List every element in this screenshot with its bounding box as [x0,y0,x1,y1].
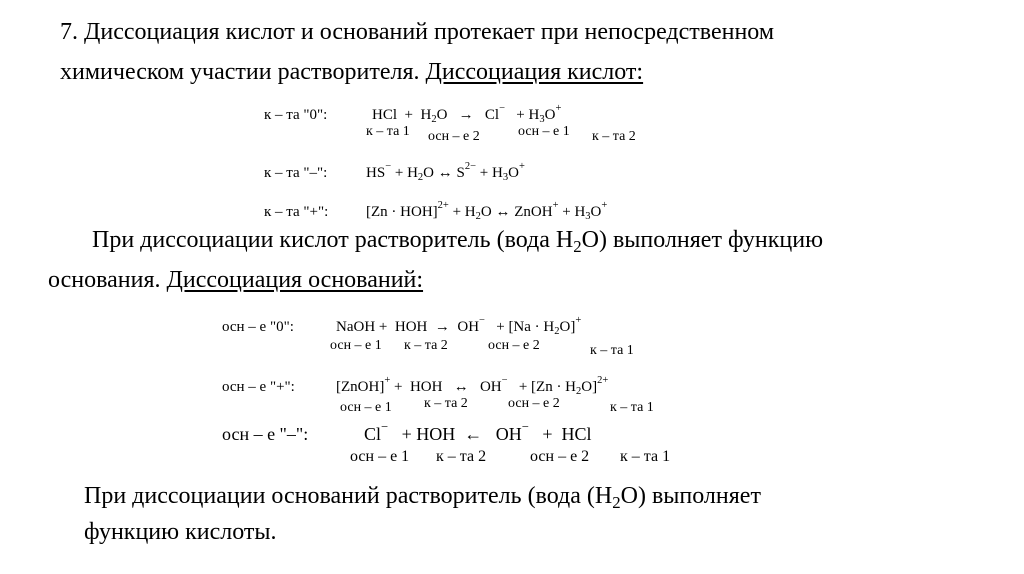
base-eq-1 [336,315,582,338]
base-eq-2-role-1: осн – е 1 [340,400,392,415]
base-eq-1-role-3: осн – е 2 [488,338,540,353]
arrow-symbol: → [434,319,450,335]
formula: HS− [366,161,392,181]
base-eq-2 [336,375,609,398]
base-eq-1-role-4: к – та 1 [590,343,634,358]
acid-eq-1-role-1: к – та 1 [366,124,410,139]
base-eq-2-role-3: осн – е 2 [508,396,560,411]
base-eq-2-role-2: к – та 2 [424,396,468,411]
heading-text: 7. Диссоциация кислот и оснований протекает при непосредственном [60,19,775,45]
base-eq-2-label: осн – е "+": [222,379,295,395]
formula: [Zn · HOH]$^{2+}$ [366,200,449,220]
acid-eq-1-role-4: к – та 2 [592,129,636,144]
base-dissociation-subtitle: Диссоциация оснований: [166,267,424,293]
heading-line-1 [60,18,774,46]
base-eq-3-role-3: осн – е 2 [530,448,590,465]
paragraph-2-line-2: функцию кислоты. [84,519,277,545]
plus-sign: + [479,165,489,181]
acid-eq-1-role-2: осн – е 2 [428,129,480,144]
acid-eq-3 [366,200,608,223]
formula: Cl− [364,419,389,444]
paragraph-1-line-1: При диссоциации кислот растворитель (вода $H_2O$) выполняет функцию [92,227,824,257]
base-eq-3-role-4: к – та 1 [620,448,671,465]
arrow-symbol: ↔ [495,204,511,220]
base-eq-3-role-2: к – та 2 [436,448,487,465]
plus-sign: + [518,379,528,395]
acid-eq-2 [366,161,525,184]
plus-sign: + [496,319,505,335]
acid-eq-2-label: к – та "–": [264,165,328,181]
formula: OH− [457,315,485,335]
paragraph-2-line-1: При диссоциации оснований растворитель (вода $(H_2O)$ выполняет [84,483,761,513]
formula: $S^{2-}$ [456,161,477,181]
base-eq-3 [364,419,592,444]
formula: $H_3O^+$ [492,161,525,184]
base-eq-2-role-4: к – та 1 [610,400,654,415]
formula: HOH [394,319,428,335]
arrow-symbol: ↔ [437,165,453,181]
formula: $H_2O$ [420,107,448,126]
paragraph-1-line-2: основания. Диссоциация оснований: [48,267,424,293]
plus-sign: + [394,379,403,395]
formula: HCl [561,424,592,444]
heading-line-2 [60,58,643,86]
acid-eq-1-role-3: осн – е 1 [518,124,570,139]
plus-sign: + [452,204,462,220]
acid-eq-1-label: к – та "0": [264,107,328,123]
formula: $[Na \cdot H_2O]^+$ [508,315,582,338]
formula: $H_2O$ [407,165,435,184]
formula: ZnOH+ [514,200,559,220]
plus-sign: + [404,107,413,123]
formula: HCl [372,107,398,123]
formula: $H_3O^+$ [528,103,562,126]
acid-eq-3-label: к – та "+": [264,204,329,220]
formula: OH− [479,375,508,395]
arrow-symbol: → [458,107,474,123]
formula: HOH [416,424,456,444]
arrow-symbol: ← [464,424,483,444]
formula: $H_3O^+$ [574,200,608,223]
arrow-symbol: ↔ [453,379,469,395]
base-eq-1-label: осн – е "0": [222,319,294,335]
plus-sign: + [378,319,388,335]
heading-text-2: химическом участии растворителя. [60,59,426,85]
base-eq-3-role-1: осн – е 1 [350,448,410,465]
formula: $[Zn \cdot H_2O]^{2+}$ [531,375,609,398]
plus-sign: + [542,424,553,444]
acid-dissociation-subtitle: Диссоциация кислот: [425,59,644,85]
formula: HOH [409,379,443,395]
plus-sign: + [562,204,571,220]
formula: NaOH [336,319,376,335]
formula: $H_2O$ [464,204,492,223]
plus-sign: + [401,424,412,444]
formula: Cl− [484,103,506,123]
base-eq-1-role-2: к – та 2 [404,338,448,353]
base-eq-3-label: осн – е "–": [222,424,309,444]
plus-sign: + [394,165,404,181]
formula: OH− [495,419,529,444]
acid-eq-1 [372,103,562,126]
formula: [ZnOH]+ [336,375,391,395]
base-eq-1-role-1: осн – е 1 [330,338,382,353]
plus-sign: + [516,107,525,123]
